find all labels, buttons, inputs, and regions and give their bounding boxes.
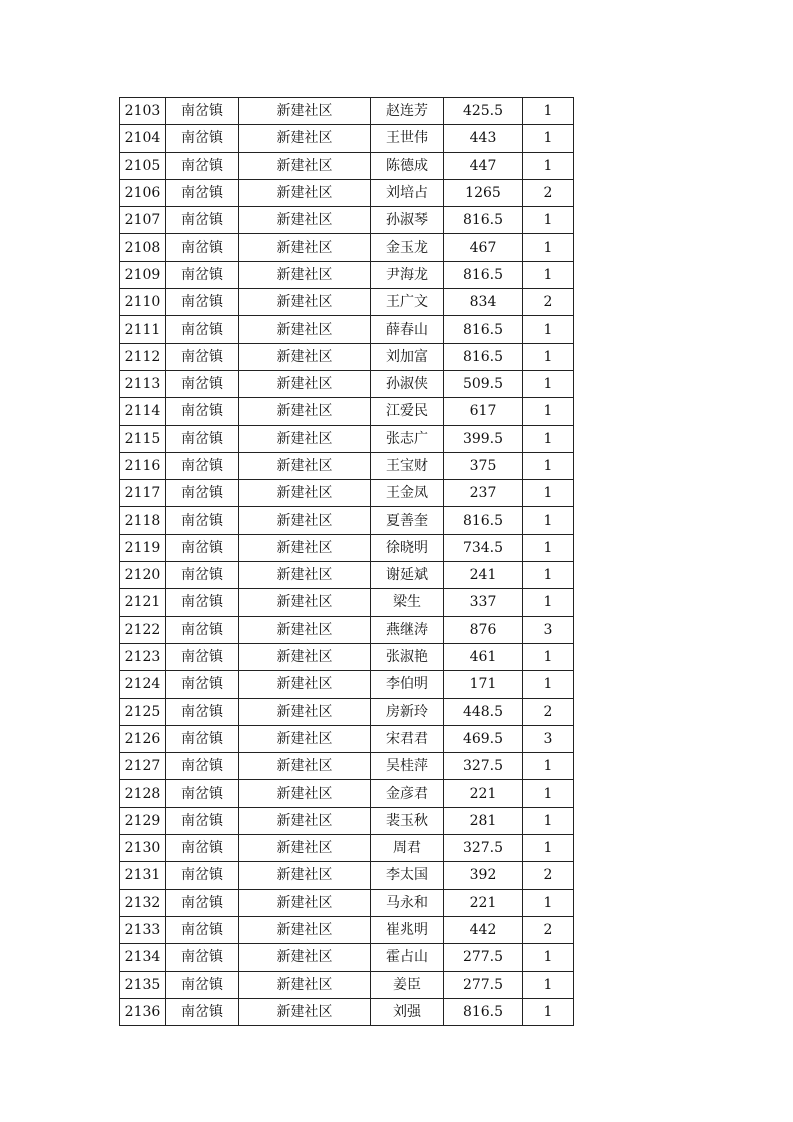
- town-cell: 南岔镇: [166, 835, 239, 862]
- row-id-cell: 2131: [120, 862, 166, 889]
- row-id-cell: 2115: [120, 425, 166, 452]
- town-cell: 南岔镇: [166, 562, 239, 589]
- town-cell: 南岔镇: [166, 398, 239, 425]
- table-row: [120, 316, 574, 343]
- table-row: [120, 725, 574, 752]
- table-row: [120, 398, 574, 425]
- town-cell: 南岔镇: [166, 671, 239, 698]
- amount-cell: 834: [444, 289, 523, 316]
- count-cell: 1: [523, 207, 574, 234]
- town-cell: 南岔镇: [166, 507, 239, 534]
- community-cell: 新建社区: [239, 725, 371, 752]
- count-cell: 1: [523, 971, 574, 998]
- table-row: [120, 998, 574, 1025]
- community-cell: 新建社区: [239, 971, 371, 998]
- town-cell: 南岔镇: [166, 343, 239, 370]
- table-row: [120, 698, 574, 725]
- town-cell: 南岔镇: [166, 916, 239, 943]
- amount-cell: 375: [444, 452, 523, 479]
- community-cell: 新建社区: [239, 452, 371, 479]
- row-id-cell: 2110: [120, 289, 166, 316]
- count-cell: 2: [523, 862, 574, 889]
- town-cell: 南岔镇: [166, 261, 239, 288]
- count-cell: 1: [523, 398, 574, 425]
- row-id-cell: 2114: [120, 398, 166, 425]
- town-cell: 南岔镇: [166, 152, 239, 179]
- name-cell: 王宝财: [371, 452, 444, 479]
- count-cell: 1: [523, 480, 574, 507]
- table-row: [120, 562, 574, 589]
- name-cell: 刘培占: [371, 179, 444, 206]
- table-row: [120, 807, 574, 834]
- name-cell: 刘强: [371, 998, 444, 1025]
- row-id-cell: 2107: [120, 207, 166, 234]
- count-cell: 1: [523, 998, 574, 1025]
- count-cell: 1: [523, 562, 574, 589]
- row-id-cell: 2125: [120, 698, 166, 725]
- row-id-cell: 2112: [120, 343, 166, 370]
- row-id-cell: 2113: [120, 370, 166, 397]
- name-cell: 王金凤: [371, 480, 444, 507]
- town-cell: 南岔镇: [166, 698, 239, 725]
- amount-cell: 442: [444, 916, 523, 943]
- community-cell: 新建社区: [239, 343, 371, 370]
- row-id-cell: 2103: [120, 98, 166, 125]
- amount-cell: 816.5: [444, 316, 523, 343]
- table-row: [120, 916, 574, 943]
- town-cell: 南岔镇: [166, 370, 239, 397]
- amount-cell: 509.5: [444, 370, 523, 397]
- amount-cell: 327.5: [444, 753, 523, 780]
- name-cell: 王广文: [371, 289, 444, 316]
- community-cell: 新建社区: [239, 998, 371, 1025]
- amount-cell: 617: [444, 398, 523, 425]
- count-cell: 3: [523, 725, 574, 752]
- town-cell: 南岔镇: [166, 725, 239, 752]
- name-cell: 崔兆明: [371, 916, 444, 943]
- town-cell: 南岔镇: [166, 289, 239, 316]
- community-cell: 新建社区: [239, 835, 371, 862]
- count-cell: 2: [523, 289, 574, 316]
- table-row: [120, 835, 574, 862]
- count-cell: 2: [523, 179, 574, 206]
- row-id-cell: 2127: [120, 753, 166, 780]
- amount-cell: 277.5: [444, 944, 523, 971]
- table-row: [120, 971, 574, 998]
- name-cell: 金彦君: [371, 780, 444, 807]
- name-cell: 房新玲: [371, 698, 444, 725]
- community-cell: 新建社区: [239, 780, 371, 807]
- row-id-cell: 2135: [120, 971, 166, 998]
- community-cell: 新建社区: [239, 616, 371, 643]
- amount-cell: 221: [444, 889, 523, 916]
- row-id-cell: 2119: [120, 534, 166, 561]
- community-cell: 新建社区: [239, 889, 371, 916]
- row-id-cell: 2126: [120, 725, 166, 752]
- town-cell: 南岔镇: [166, 944, 239, 971]
- row-id-cell: 2106: [120, 179, 166, 206]
- table-row: [120, 534, 574, 561]
- community-cell: 新建社区: [239, 643, 371, 670]
- table-row: [120, 780, 574, 807]
- community-cell: 新建社区: [239, 289, 371, 316]
- count-cell: 1: [523, 780, 574, 807]
- town-cell: 南岔镇: [166, 616, 239, 643]
- name-cell: 尹海龙: [371, 261, 444, 288]
- count-cell: 1: [523, 753, 574, 780]
- table-row: [120, 589, 574, 616]
- count-cell: 2: [523, 916, 574, 943]
- name-cell: 张志广: [371, 425, 444, 452]
- table-row: [120, 862, 574, 889]
- table-row: [120, 507, 574, 534]
- name-cell: 陈德成: [371, 152, 444, 179]
- amount-cell: 221: [444, 780, 523, 807]
- table-row: [120, 289, 574, 316]
- row-id-cell: 2124: [120, 671, 166, 698]
- community-cell: 新建社区: [239, 234, 371, 261]
- community-cell: 新建社区: [239, 370, 371, 397]
- name-cell: 孙淑琴: [371, 207, 444, 234]
- table-row: [120, 261, 574, 288]
- community-cell: 新建社区: [239, 261, 371, 288]
- amount-cell: 327.5: [444, 835, 523, 862]
- town-cell: 南岔镇: [166, 862, 239, 889]
- community-cell: 新建社区: [239, 698, 371, 725]
- roster-table-body: [120, 98, 574, 1026]
- count-cell: 1: [523, 152, 574, 179]
- town-cell: 南岔镇: [166, 534, 239, 561]
- count-cell: 1: [523, 370, 574, 397]
- community-cell: 新建社区: [239, 753, 371, 780]
- row-id-cell: 2116: [120, 452, 166, 479]
- table-row: [120, 643, 574, 670]
- amount-cell: 425.5: [444, 98, 523, 125]
- name-cell: 周君: [371, 835, 444, 862]
- row-id-cell: 2111: [120, 316, 166, 343]
- count-cell: 1: [523, 234, 574, 261]
- community-cell: 新建社区: [239, 152, 371, 179]
- name-cell: 夏善奎: [371, 507, 444, 534]
- row-id-cell: 2118: [120, 507, 166, 534]
- name-cell: 张淑艳: [371, 643, 444, 670]
- table-row: [120, 125, 574, 152]
- town-cell: 南岔镇: [166, 589, 239, 616]
- name-cell: 谢延斌: [371, 562, 444, 589]
- amount-cell: 447: [444, 152, 523, 179]
- row-id-cell: 2109: [120, 261, 166, 288]
- row-id-cell: 2128: [120, 780, 166, 807]
- count-cell: 1: [523, 807, 574, 834]
- name-cell: 马永和: [371, 889, 444, 916]
- count-cell: 1: [523, 425, 574, 452]
- community-cell: 新建社区: [239, 534, 371, 561]
- name-cell: 江爱民: [371, 398, 444, 425]
- town-cell: 南岔镇: [166, 971, 239, 998]
- row-id-cell: 2104: [120, 125, 166, 152]
- count-cell: 1: [523, 643, 574, 670]
- name-cell: 孙淑侠: [371, 370, 444, 397]
- table-row: [120, 343, 574, 370]
- town-cell: 南岔镇: [166, 316, 239, 343]
- community-cell: 新建社区: [239, 562, 371, 589]
- town-cell: 南岔镇: [166, 807, 239, 834]
- count-cell: 3: [523, 616, 574, 643]
- table-row: [120, 179, 574, 206]
- community-cell: 新建社区: [239, 916, 371, 943]
- amount-cell: 816.5: [444, 207, 523, 234]
- amount-cell: 448.5: [444, 698, 523, 725]
- town-cell: 南岔镇: [166, 998, 239, 1025]
- town-cell: 南岔镇: [166, 643, 239, 670]
- name-cell: 李伯明: [371, 671, 444, 698]
- community-cell: 新建社区: [239, 179, 371, 206]
- name-cell: 霍占山: [371, 944, 444, 971]
- amount-cell: 399.5: [444, 425, 523, 452]
- table-row: [120, 944, 574, 971]
- name-cell: 徐晓明: [371, 534, 444, 561]
- town-cell: 南岔镇: [166, 480, 239, 507]
- amount-cell: 443: [444, 125, 523, 152]
- row-id-cell: 2134: [120, 944, 166, 971]
- community-cell: 新建社区: [239, 507, 371, 534]
- name-cell: 金玉龙: [371, 234, 444, 261]
- amount-cell: 277.5: [444, 971, 523, 998]
- table-row: [120, 207, 574, 234]
- community-cell: 新建社区: [239, 125, 371, 152]
- name-cell: 薛春山: [371, 316, 444, 343]
- community-cell: 新建社区: [239, 398, 371, 425]
- row-id-cell: 2130: [120, 835, 166, 862]
- table-row: [120, 234, 574, 261]
- amount-cell: 467: [444, 234, 523, 261]
- table-row: [120, 370, 574, 397]
- community-cell: 新建社区: [239, 207, 371, 234]
- town-cell: 南岔镇: [166, 780, 239, 807]
- amount-cell: 171: [444, 671, 523, 698]
- town-cell: 南岔镇: [166, 234, 239, 261]
- town-cell: 南岔镇: [166, 179, 239, 206]
- count-cell: 1: [523, 589, 574, 616]
- town-cell: 南岔镇: [166, 98, 239, 125]
- count-cell: 1: [523, 671, 574, 698]
- community-cell: 新建社区: [239, 807, 371, 834]
- amount-cell: 392: [444, 862, 523, 889]
- table-row: [120, 152, 574, 179]
- name-cell: 梁生: [371, 589, 444, 616]
- community-cell: 新建社区: [239, 316, 371, 343]
- community-cell: 新建社区: [239, 671, 371, 698]
- name-cell: 燕继涛: [371, 616, 444, 643]
- name-cell: 姜臣: [371, 971, 444, 998]
- amount-cell: 237: [444, 480, 523, 507]
- amount-cell: 1265: [444, 179, 523, 206]
- table-row: [120, 452, 574, 479]
- table-row: [120, 425, 574, 452]
- row-id-cell: 2108: [120, 234, 166, 261]
- row-id-cell: 2123: [120, 643, 166, 670]
- amount-cell: 876: [444, 616, 523, 643]
- row-id-cell: 2133: [120, 916, 166, 943]
- count-cell: 1: [523, 316, 574, 343]
- name-cell: 赵连芳: [371, 98, 444, 125]
- roster-table: [119, 97, 574, 1026]
- amount-cell: 461: [444, 643, 523, 670]
- count-cell: 1: [523, 835, 574, 862]
- table-row: [120, 98, 574, 125]
- table-row: [120, 671, 574, 698]
- community-cell: 新建社区: [239, 480, 371, 507]
- table-row: [120, 889, 574, 916]
- amount-cell: 816.5: [444, 998, 523, 1025]
- row-id-cell: 2117: [120, 480, 166, 507]
- name-cell: 刘加富: [371, 343, 444, 370]
- row-id-cell: 2105: [120, 152, 166, 179]
- table-row: [120, 616, 574, 643]
- amount-cell: 816.5: [444, 507, 523, 534]
- town-cell: 南岔镇: [166, 425, 239, 452]
- town-cell: 南岔镇: [166, 207, 239, 234]
- community-cell: 新建社区: [239, 862, 371, 889]
- table-row: [120, 480, 574, 507]
- amount-cell: 816.5: [444, 261, 523, 288]
- amount-cell: 816.5: [444, 343, 523, 370]
- count-cell: 1: [523, 452, 574, 479]
- count-cell: 1: [523, 343, 574, 370]
- community-cell: 新建社区: [239, 98, 371, 125]
- amount-cell: 469.5: [444, 725, 523, 752]
- town-cell: 南岔镇: [166, 452, 239, 479]
- community-cell: 新建社区: [239, 589, 371, 616]
- count-cell: 1: [523, 261, 574, 288]
- amount-cell: 281: [444, 807, 523, 834]
- name-cell: 李太国: [371, 862, 444, 889]
- table-row: [120, 753, 574, 780]
- name-cell: 吴桂萍: [371, 753, 444, 780]
- amount-cell: 337: [444, 589, 523, 616]
- count-cell: 1: [523, 889, 574, 916]
- town-cell: 南岔镇: [166, 889, 239, 916]
- count-cell: 1: [523, 534, 574, 561]
- row-id-cell: 2121: [120, 589, 166, 616]
- count-cell: 2: [523, 698, 574, 725]
- count-cell: 1: [523, 944, 574, 971]
- row-id-cell: 2122: [120, 616, 166, 643]
- count-cell: 1: [523, 98, 574, 125]
- community-cell: 新建社区: [239, 944, 371, 971]
- community-cell: 新建社区: [239, 425, 371, 452]
- row-id-cell: 2129: [120, 807, 166, 834]
- town-cell: 南岔镇: [166, 125, 239, 152]
- count-cell: 1: [523, 125, 574, 152]
- name-cell: 宋君君: [371, 725, 444, 752]
- amount-cell: 734.5: [444, 534, 523, 561]
- row-id-cell: 2132: [120, 889, 166, 916]
- town-cell: 南岔镇: [166, 753, 239, 780]
- count-cell: 1: [523, 507, 574, 534]
- name-cell: 王世伟: [371, 125, 444, 152]
- row-id-cell: 2136: [120, 998, 166, 1025]
- row-id-cell: 2120: [120, 562, 166, 589]
- name-cell: 裴玉秋: [371, 807, 444, 834]
- amount-cell: 241: [444, 562, 523, 589]
